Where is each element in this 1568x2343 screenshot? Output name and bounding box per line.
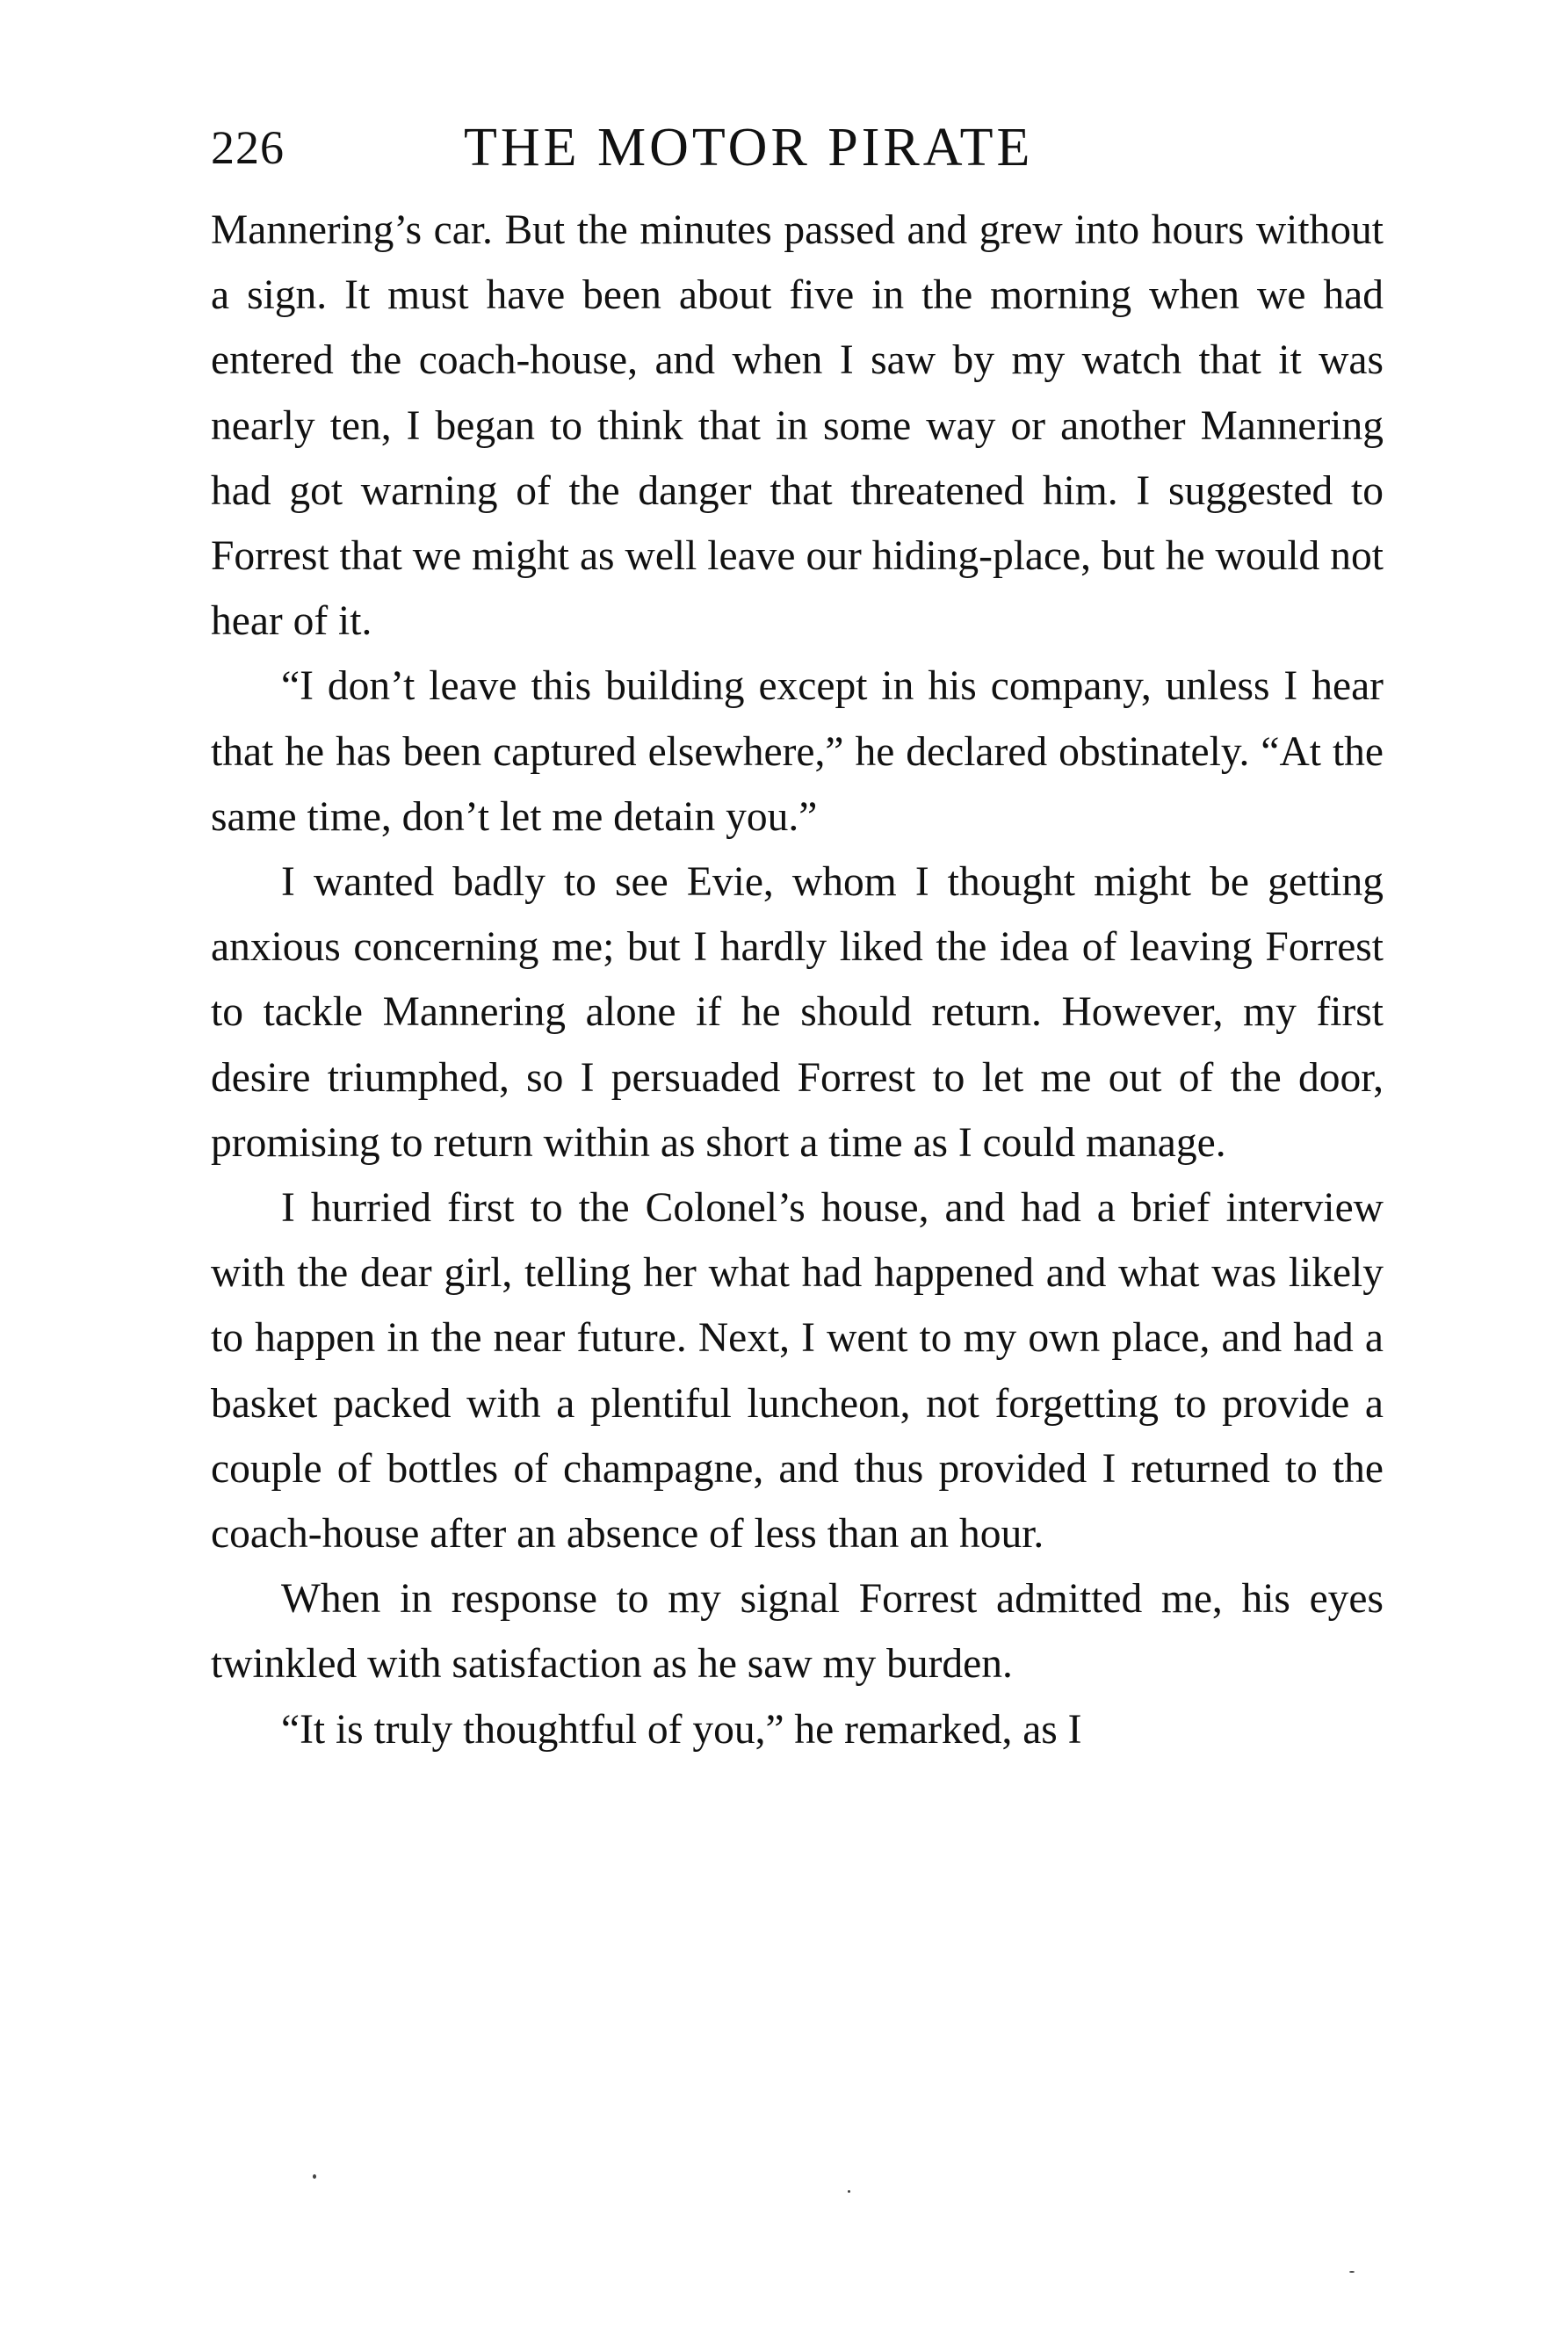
print-speck	[313, 2174, 316, 2179]
body-text	[211, 198, 1384, 1762]
book-title: THE MOTOR PIRATE	[464, 118, 1034, 177]
page-number: 226	[211, 121, 285, 174]
paragraph-wanted-evie: I wanted badly to see Evie, whom I thought might be getting anxious concerning me; but I hardly liked the idea of leaving Forrest to tackle Mannering alone if he should return. However, my first desire triumphed, so I persuaded Forrest to let me out of the door, promising to return within as short a time as I could manage.	[211, 859, 1384, 1166]
paragraph-continuation: Mannering’s car. But the minutes passed and grew into hours without a sign. It must have been about five in the morning when we had entered the coach-house, and when I saw by my watch that it was nearly ten, I began to think that in some way or another Mannering had got warning of the danger that threatened him. I suggested to Forrest that we might as well leave our hiding-place, but he would not hear of it.	[211, 207, 1384, 645]
paragraph-truly-thoughtful: “It is truly thoughtful of you,” he remarked, as I	[281, 1706, 1082, 1753]
print-speck	[848, 2190, 850, 2193]
running-head	[211, 112, 1388, 183]
paragraph-hurried-colonel: I hurried first to the Colonel’s house, and had a brief interview with the dear girl, telling her what had happened and what was likely to happen in the near future. Next, I went to my own place, and had a basket packed with a plentiful luncheon, not forgetting to provide a couple of bottles of champagne, and thus provided I returned to the coach-house after an absence of less than an hour.	[211, 1185, 1384, 1558]
paragraph-forrest-admitted: When in response to my signal Forrest admitted me, his eyes twinkled with satisfaction as he saw my burden.	[211, 1576, 1384, 1688]
paragraph-forrest-reply: “I don’t leave this building except in his company, unless I hear that he has been captured elsewhere,” he declared obstinately. “At the same time, don’t let me detain you.”	[211, 663, 1384, 840]
print-speck	[1349, 2271, 1355, 2273]
